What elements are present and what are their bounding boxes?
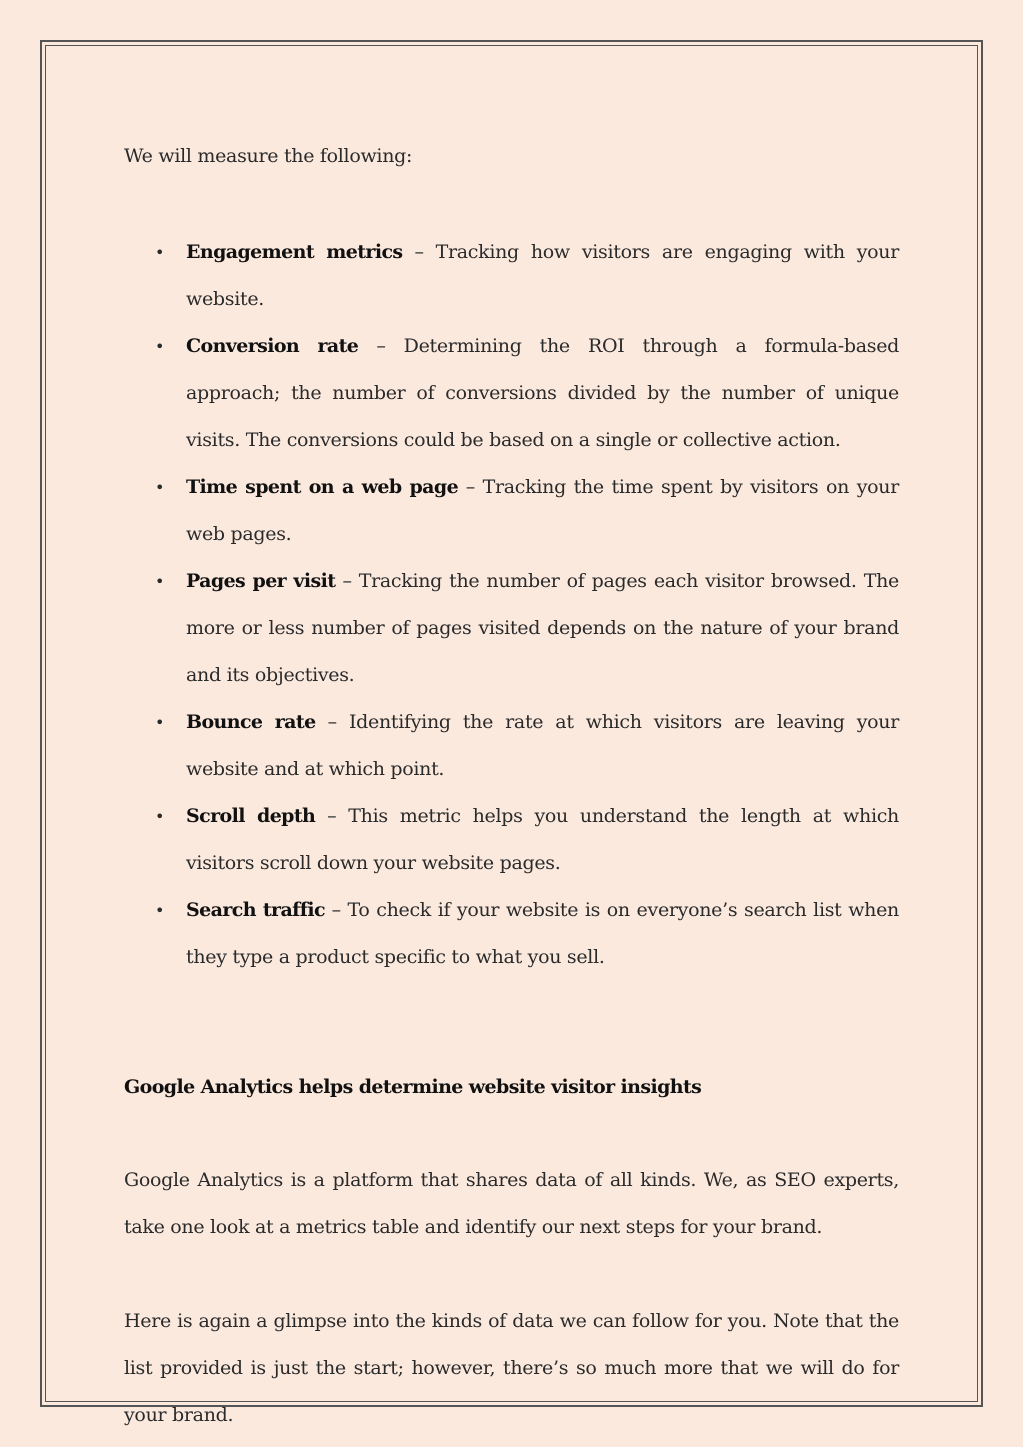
metrics-list	[124, 229, 899, 981]
metric-term: Bounce rate	[186, 711, 316, 733]
metric-term: Scroll depth	[186, 805, 316, 827]
metric-term: Engagement metrics	[186, 241, 403, 263]
bullet-icon: •	[155, 337, 165, 356]
bullet-icon: •	[155, 572, 165, 591]
list-item	[124, 793, 899, 887]
intro-text: We will measure the following:	[124, 145, 413, 167]
list-item	[124, 323, 899, 464]
metric-description: – To check if your website is on everyone’s search list when they type a product specific to what you sell.	[186, 899, 899, 968]
paragraph: Google Analytics is a platform that shares data of all kinds. We, as SEO experts, take one look at a metrics table and identify our next steps for your brand.	[124, 1169, 899, 1238]
metric-description: – Tracking the number of pages each visitor browsed. The more or less number of pages visited depends on the nature of your brand and its objectives.	[186, 570, 899, 686]
list-item	[124, 558, 899, 699]
metric-term: Time spent on a web page	[186, 476, 459, 498]
metric-term: Pages per visit	[186, 570, 336, 592]
metric-term: Search traffic	[186, 899, 325, 921]
bullet-icon: •	[155, 243, 165, 262]
paragraph: Here is again a glimpse into the kinds of data we can follow for you. Note that the list provided is just the start; however, there’s so much more that we will do for your brand.	[124, 1310, 899, 1426]
metric-description: – Tracking the time spent by visitors on your web pages.	[186, 476, 899, 545]
metric-term: Conversion rate	[186, 335, 359, 357]
list-item	[124, 464, 899, 558]
bullet-icon: •	[155, 807, 165, 826]
bullet-icon: •	[155, 713, 165, 732]
bullet-icon: •	[155, 901, 165, 920]
section-heading: Google Analytics helps determine website visitor insights	[124, 1076, 702, 1098]
list-item	[124, 229, 899, 323]
metric-description: – This metric helps you understand the length at which visitors scroll down your website pages.	[186, 805, 899, 874]
metric-description: – Tracking how visitors are engaging with your website.	[186, 241, 899, 310]
document-content	[124, 138, 899, 1439]
bullet-icon: •	[155, 478, 165, 497]
list-item	[124, 887, 899, 981]
metric-description: – Determining the ROI through a formula-based approach; the number of conversions divided by the number of unique visits. The conversions could be based on a single or collective action.	[186, 335, 899, 451]
metric-description: – Identifying the rate at which visitors are leaving your website and at which point.	[186, 711, 900, 780]
list-item	[124, 699, 899, 793]
